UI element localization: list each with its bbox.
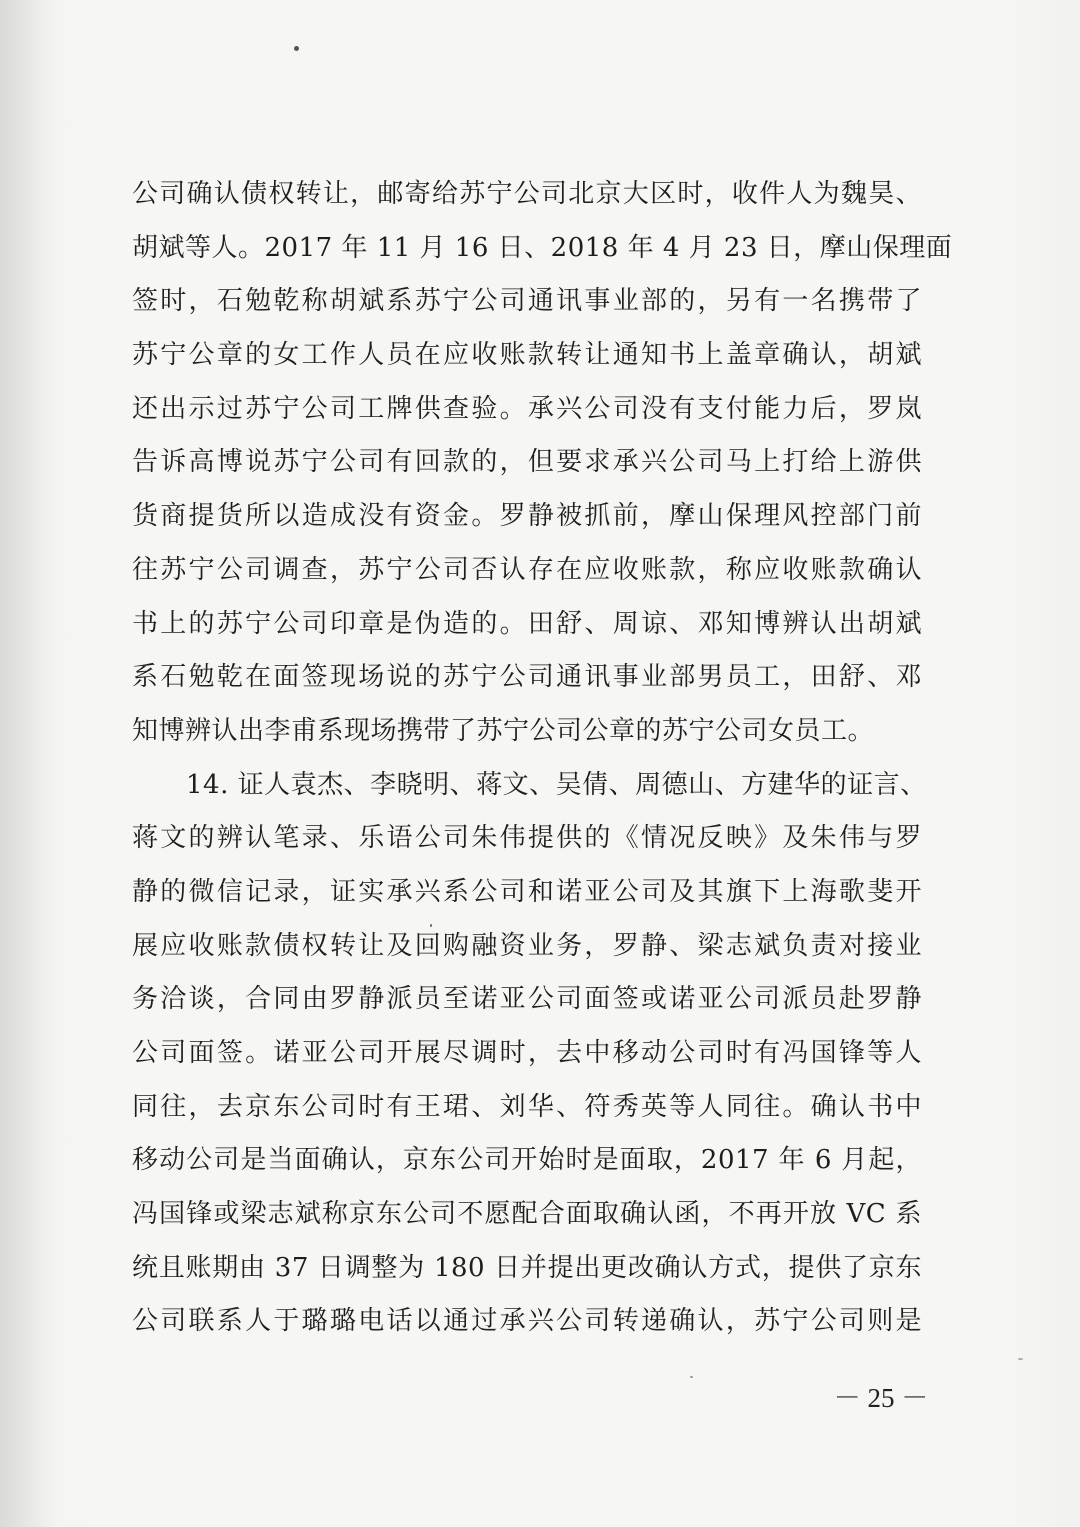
text-line: 告诉高博说苏宁公司有回款的，但要求承兴公司马上打给上游供	[132, 447, 922, 478]
text-line: 知博辨认出李甫系现场携带了苏宁公司公章的苏宁公司女员工。	[132, 715, 875, 746]
text-line: 签时，石勉乾称胡斌系苏宁公司通讯事业部的，另有一名携带了	[132, 286, 922, 317]
scan-speck	[1018, 1358, 1023, 1360]
text-line: 冯国锋或梁志斌称京东公司不愿配合面取确认函，不再开放 VC 系	[132, 1199, 922, 1230]
text-line: 书上的苏宁公司印章是伪造的。田舒、周谅、邓知博辨认出胡斌	[132, 608, 922, 639]
text-line: 往苏宁公司调查，苏宁公司否认存在应收账款，称应收账款确认	[132, 554, 922, 585]
page-number: － 25 －	[833, 1383, 929, 1413]
text-line-paragraph-start: 14. 证人袁杰、李晓明、蒋文、吴倩、周德山、方建华的证言、	[186, 769, 927, 800]
text-line: 还出示过苏宁公司工牌供查验。承兴公司没有支付能力后，罗岚	[132, 393, 922, 424]
text-line: 公司联系人于璐璐电话以通过承兴公司转递确认，苏宁公司则是	[132, 1306, 922, 1337]
text-line: 苏宁公章的女工作人员在应收账款转让通知书上盖章确认，胡斌	[132, 340, 922, 371]
text-line: 公司确认债权转让，邮寄给苏宁公司北京大区时，收件人为魏昊、	[132, 179, 922, 209]
scan-speck	[294, 46, 299, 51]
text-line: 系石勉乾在面签现场说的苏宁公司通讯事业部男员工，田舒、邓	[132, 662, 922, 693]
text-line: 统且账期由 37 日调整为 180 日并提出更改确认方式，提供了京东	[132, 1252, 922, 1283]
text-line: 同往，去京东公司时有王珺、刘华、符秀英等人同往。确认书中	[132, 1091, 922, 1122]
text-line: 蒋文的辨认笔录、乐语公司朱伟提供的《情况反映》及朱伟与罗	[132, 823, 922, 854]
text-line: 展应收账款债权转让及回购融资业务，罗静、梁志斌负责对接业	[132, 930, 922, 961]
text-line: 静的微信记录，证实承兴系公司和诺亚公司及其旗下上海歌斐开	[132, 876, 922, 907]
document-body	[132, 168, 953, 1349]
text-line: 务洽谈，合同由罗静派员至诺亚公司面签或诺亚公司派员赴罗静	[132, 984, 922, 1015]
text-line: 公司面签。诺亚公司开展尽调时，去中移动公司时有冯国锋等人	[132, 1038, 922, 1068]
scan-edge-shadow	[0, 0, 60, 1527]
text-line: 移动公司是当面确认，京东公司开始时是面取，2017 年 6 月起，	[132, 1145, 922, 1176]
text-line: 胡斌等人。2017 年 11 月 16 日、2018 年 4 月 23 日，摩山保理面	[132, 232, 953, 263]
scan-speck	[690, 1376, 693, 1378]
text-line: 货商提货所以造成没有资金。罗静被抓前，摩山保理风控部门前	[132, 501, 922, 532]
